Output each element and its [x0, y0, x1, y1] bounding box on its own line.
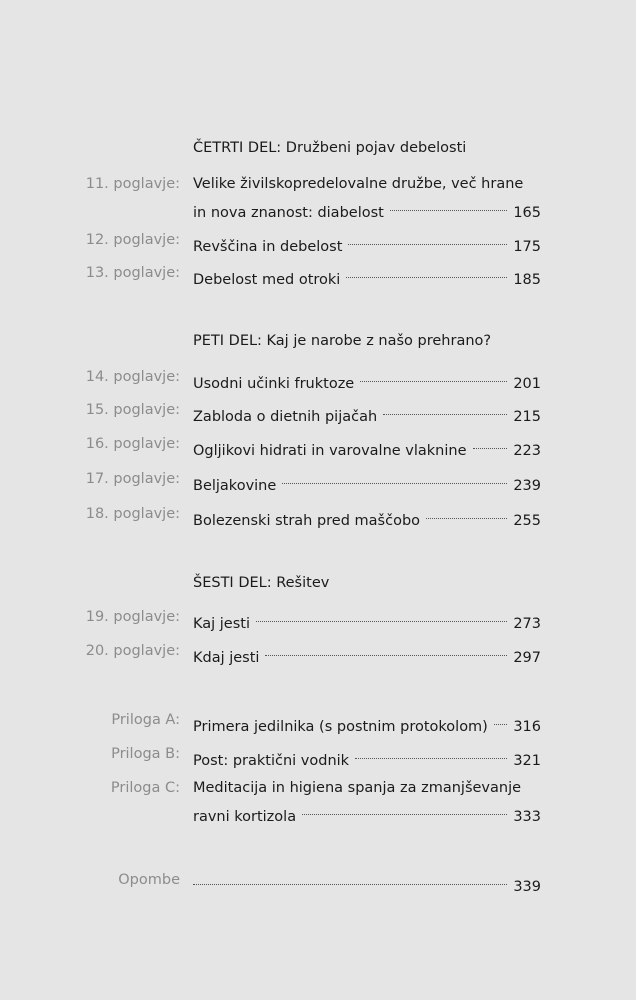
entry-title: Revščina in debelost [193, 239, 343, 255]
page-number: 223 [513, 443, 541, 459]
entry-title: Kaj jesti [193, 616, 250, 632]
page-number: 297 [513, 650, 541, 666]
chapter-label: 12. poglavje: [85, 232, 180, 248]
dot-leader [348, 229, 507, 251]
dot-leader [473, 433, 508, 455]
dot-leader [346, 262, 507, 284]
chapter-label: 11. poglavje: [85, 176, 180, 192]
entry-title: Zabloda o dietnih pijačah [193, 409, 378, 425]
page-number: 273 [513, 616, 541, 632]
notes-label: Opombe [118, 872, 180, 888]
entry-title: Debelost med otroki [193, 272, 341, 288]
dot-leader [256, 606, 507, 628]
dot-leader [360, 366, 507, 388]
dot-leader [426, 503, 507, 525]
page-number: 185 [513, 272, 541, 288]
entry-title: Kdaj jesti [193, 650, 260, 666]
chapter-label: 19. poglavje: [85, 609, 180, 625]
dot-leader [265, 640, 507, 662]
appendix-label: Priloga C: [110, 780, 180, 796]
entry-title: Beljakovine [193, 478, 277, 494]
page-number: 215 [513, 409, 541, 425]
dot-leader [383, 399, 507, 421]
entry-title: Usodni učinki fruktoze [193, 376, 355, 392]
part-title: ČETRTI DEL: Družbeni pojav debelosti [193, 140, 467, 156]
entry-title: Ogljikovi hidrati in varovalne vlaknine [193, 443, 467, 459]
dot-leader [282, 468, 507, 490]
chapter-label: 15. poglavje: [85, 402, 180, 418]
dot-leader [193, 869, 507, 891]
dot-leader [390, 195, 507, 217]
entry-title: Primera jedilnika (s postnim protokolom) [193, 719, 488, 735]
page-number: 201 [513, 376, 541, 392]
entry-title: Post: praktični vodnik [193, 753, 350, 769]
page-number: 175 [513, 239, 541, 255]
chapter-label: 14. poglavje: [85, 369, 180, 385]
entry-title-line: Meditacija in higiena spanja za zmanjševanje [193, 780, 522, 796]
page-number: 165 [513, 205, 541, 221]
page-number: 316 [513, 719, 541, 735]
page-number: 239 [513, 478, 541, 494]
page-number: 333 [513, 809, 541, 825]
part-title: ŠESTI DEL: Rešitev [193, 575, 330, 591]
chapter-label: 20. poglavje: [85, 643, 180, 659]
entry-title: in nova znanost: diabelost [193, 205, 384, 221]
appendix-label: Priloga A: [111, 712, 180, 728]
page-number: 255 [513, 513, 541, 529]
entry-title: ravni kortizola [193, 809, 297, 825]
page-number: 339 [513, 879, 541, 895]
entry-title: Bolezenski strah pred maščobo [193, 513, 421, 529]
entry-title-line: Velike živilskopredelovalne družbe, več hrane [193, 176, 524, 192]
appendix-label: Priloga B: [111, 746, 180, 762]
dot-leader [494, 709, 507, 731]
dot-leader [302, 799, 507, 821]
chapter-label: 17. poglavje: [85, 471, 180, 487]
page-number: 321 [513, 753, 541, 769]
chapter-label: 16. poglavje: [85, 436, 180, 452]
chapter-label: 18. poglavje: [85, 506, 180, 522]
part-title: PETI DEL: Kaj je narobe z našo prehrano? [193, 333, 492, 349]
chapter-label: 13. poglavje: [85, 265, 180, 281]
dot-leader [355, 743, 507, 765]
